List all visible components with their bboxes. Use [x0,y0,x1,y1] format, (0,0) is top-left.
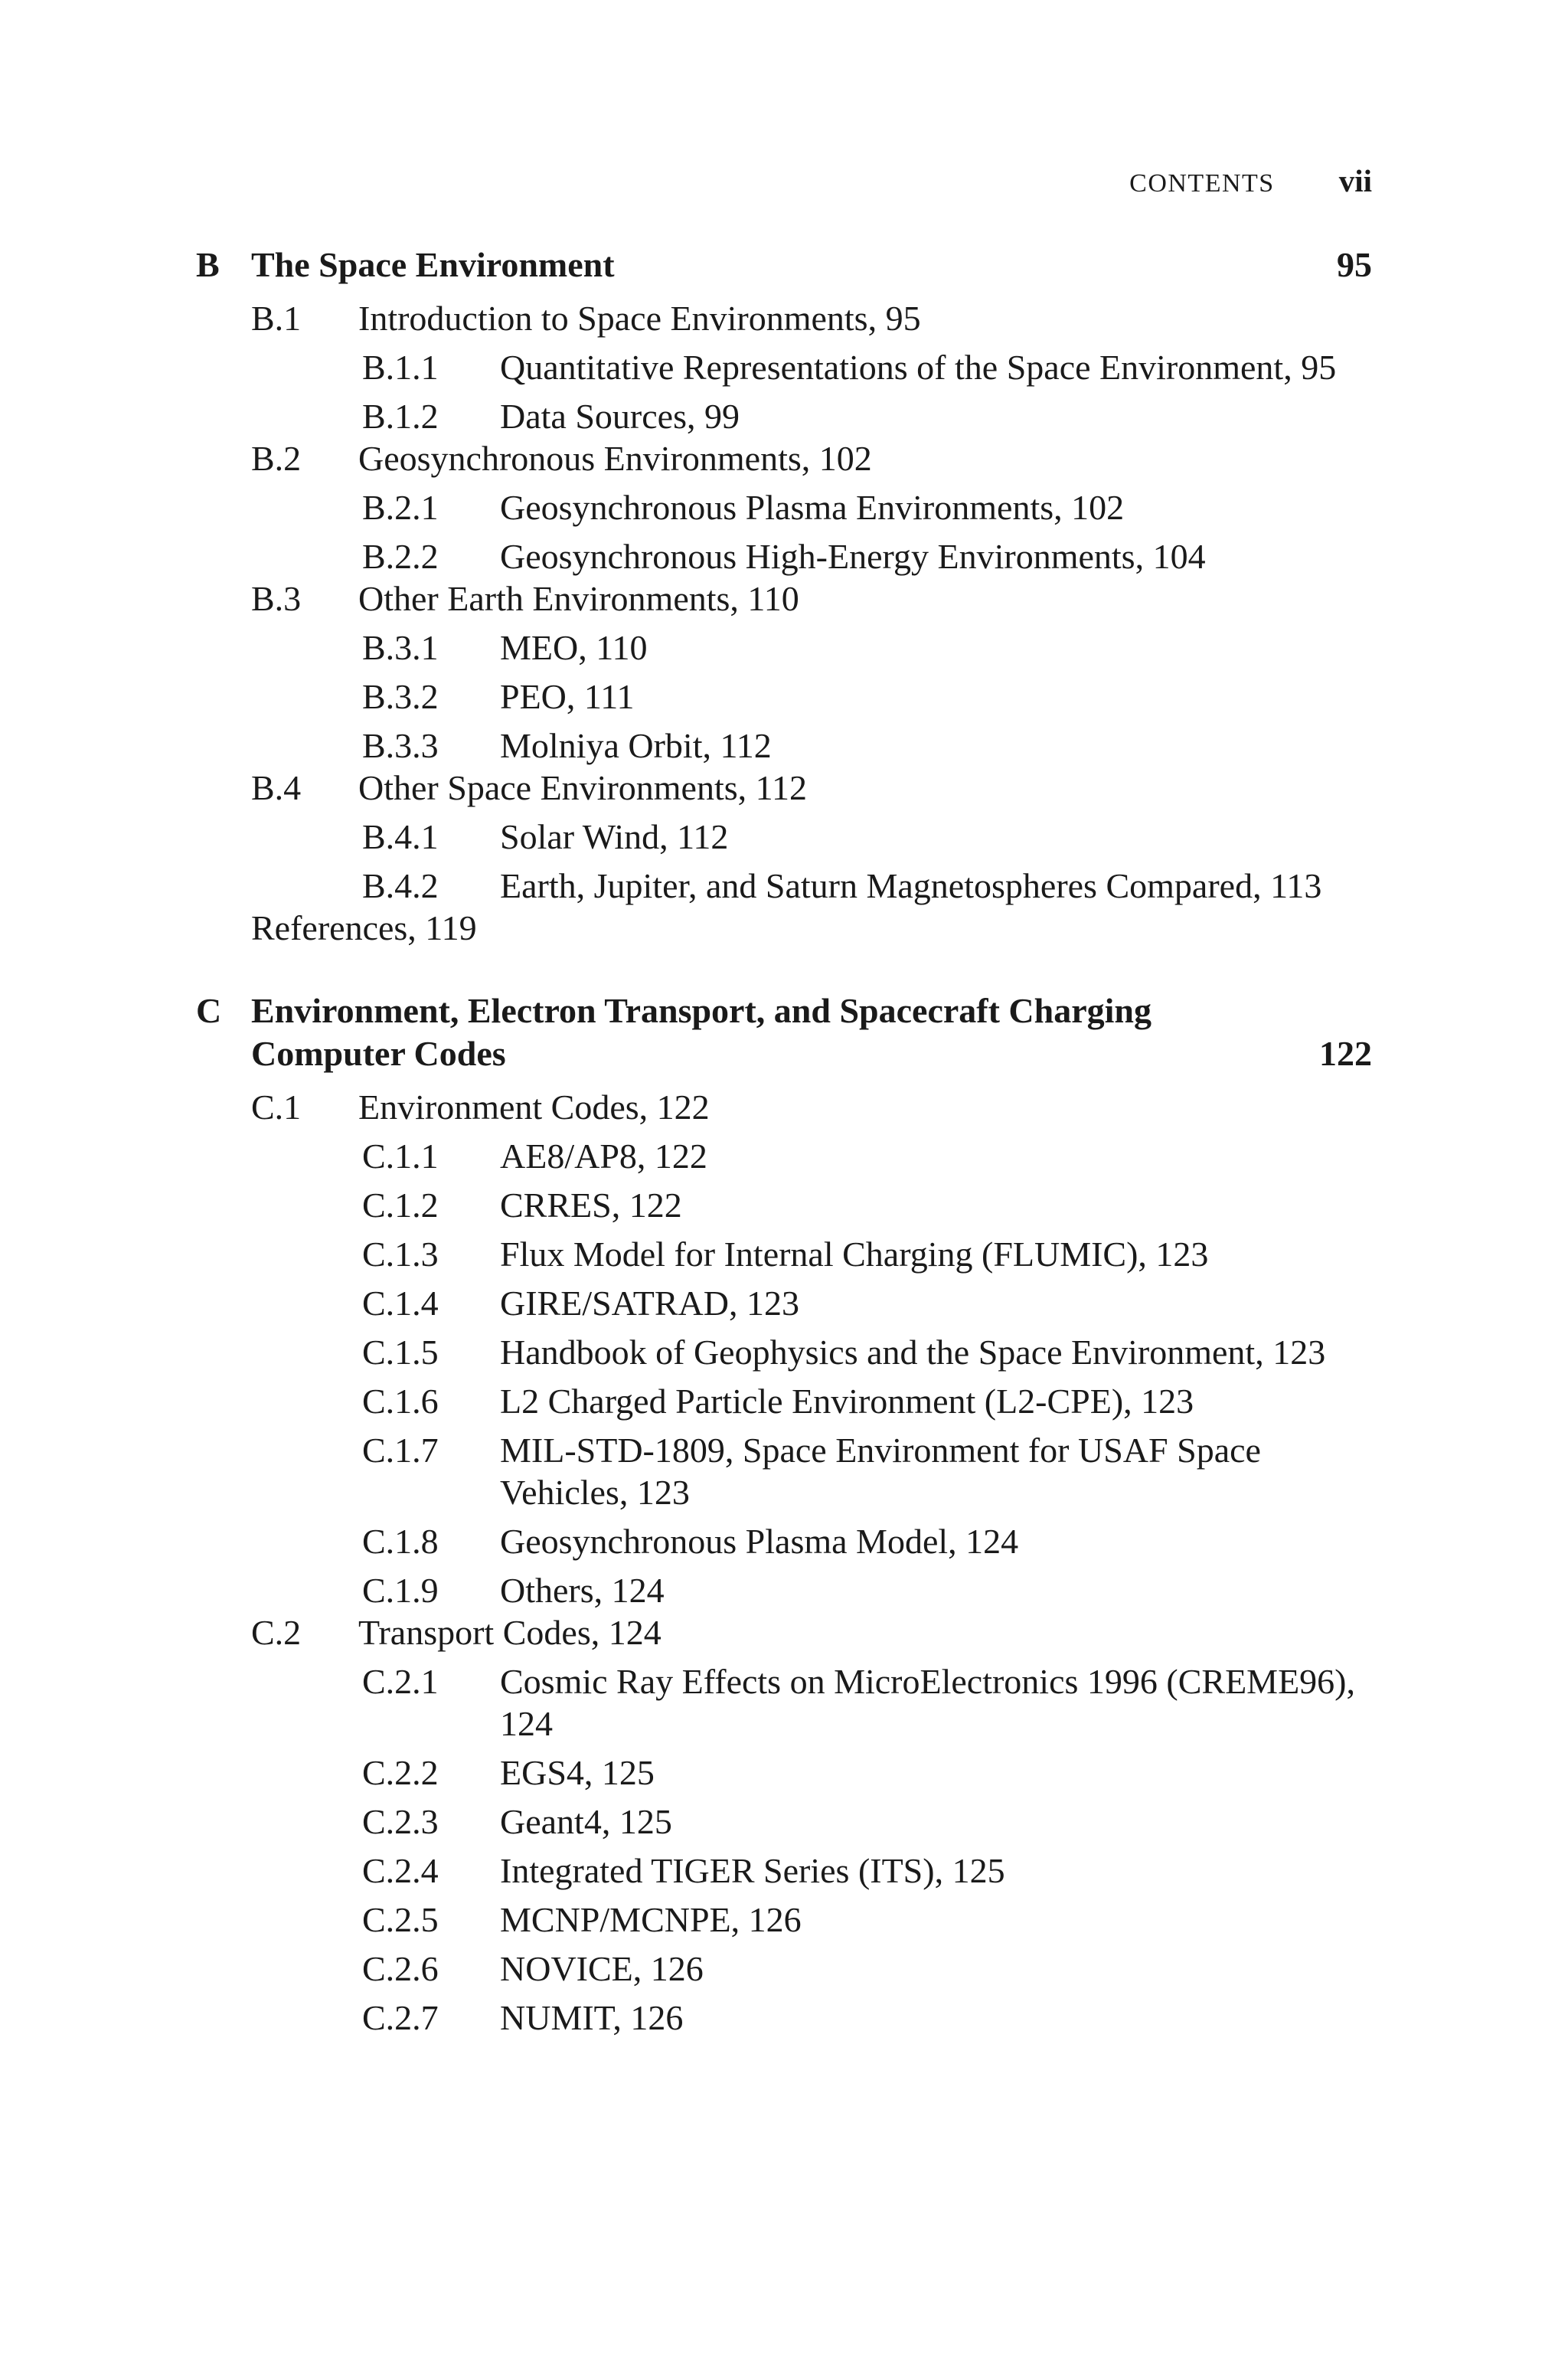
entry-text: Geosynchronous High-Energy Environments, 104 [500,537,1206,576]
entry-number: B.4 [251,768,302,807]
entry-number: C.2 [251,1613,302,1652]
entry-number: C.2.6 [362,1949,439,1988]
entry-number: B.2.2 [362,537,439,576]
entry-text: NUMIT, 126 [500,1998,684,2037]
toc-subentry [196,1751,1372,1794]
entry-text: Integrated TIGER Series (ITS), 125 [500,1851,1005,1890]
toc-subentry [196,1801,1372,1843]
toc-entry [196,1611,1372,1653]
entry-number: C.1.1 [362,1137,439,1176]
entry-number: C.1.2 [362,1186,439,1225]
entry-text: PEO, 111 [500,677,635,716]
entry-text: Geosynchronous Plasma Environments, 102 [500,488,1125,527]
entry-number: C.1.4 [362,1284,439,1323]
chapter-page: 122 [1319,1034,1372,1073]
toc-subentry [196,1282,1372,1324]
entry-number: B.4.2 [362,866,439,905]
entry-number: C.1 [251,1088,302,1127]
entry-text: GIRE/SATRAD, 123 [500,1284,800,1323]
entry-number: B.1 [251,299,302,338]
entry-number: B.3.2 [362,677,439,716]
chapter-heading-c [196,989,1372,1086]
entry-number: B.3.3 [362,726,439,765]
toc-subentry [196,1899,1372,1941]
toc-subentry [196,1184,1372,1226]
entry-text: Introduction to Space Environments, 95 [358,299,921,338]
chapter-letter: B [196,245,220,284]
toc-entry [196,577,1372,620]
chapter-title: Environment, Electron Transport, and Spacecraft Charging Computer Codes [251,991,1152,1073]
entry-text: Handbook of Geophysics and the Space Environment, 123 [500,1333,1326,1372]
entry-number: C.2.1 [362,1662,439,1701]
entry-number: B.3 [251,579,302,618]
toc-subentry [196,1429,1372,1513]
entry-text: Other Space Environments, 112 [358,768,807,807]
toc-entry [196,297,1372,339]
toc-subentry [196,626,1372,669]
entry-number: B.2.1 [362,488,439,527]
entry-text: EGS4, 125 [500,1753,655,1792]
entry-text: Environment Codes, 122 [358,1088,710,1127]
toc-subentry [196,1850,1372,1892]
table-of-contents [196,244,1372,2039]
toc-subentry [196,535,1372,577]
entry-text: CRRES, 122 [500,1186,682,1225]
entry-number: C.1.8 [362,1522,439,1561]
toc-subentry [196,865,1372,907]
running-head [1129,162,1372,199]
entry-text: Cosmic Ray Effects on MicroElectronics 1996 (CREME96), 124 [500,1662,1356,1743]
toc-subentry [196,724,1372,767]
entry-text: MIL-STD-1809, Space Environment for USAF Space Vehicles, 123 [500,1431,1261,1512]
entry-text: Quantitative Representations of the Space Environment, 95 [500,348,1337,387]
entry-number: C.2.3 [362,1802,439,1841]
chapter-letter: C [196,991,222,1030]
toc-subentry [196,1569,1372,1611]
entry-number: B.1.1 [362,348,439,387]
entry-text: Geosynchronous Plasma Model, 124 [500,1522,1019,1561]
entry-text: Others, 124 [500,1571,665,1610]
entry-number: C.2.2 [362,1753,439,1792]
page-number: vii [1338,163,1372,198]
toc-subentry [196,1135,1372,1177]
entry-number: C.1.9 [362,1571,439,1610]
entry-text: AE8/AP8, 122 [500,1137,707,1176]
entry-number: B.1.2 [362,397,439,436]
entry-text: NOVICE, 126 [500,1949,704,1988]
chapter-title: The Space Environment [251,245,615,284]
entry-number: B.2 [251,439,302,478]
entry-text: Data Sources, 99 [500,397,740,436]
toc-entry [196,437,1372,479]
chapter-heading-b [196,244,1372,297]
toc-subentry [196,1331,1372,1373]
entry-number: B.3.1 [362,628,439,667]
toc-subentry [196,1660,1372,1745]
entry-text: Transport Codes, 124 [358,1613,662,1652]
toc-subentry [196,1948,1372,1990]
toc-entry [196,767,1372,809]
toc-subentry [196,395,1372,437]
toc-entry [196,1086,1372,1128]
running-head-label: CONTENTS [1129,169,1275,198]
toc-subentry [196,346,1372,388]
entry-number: C.1.6 [362,1382,439,1421]
entry-text: Earth, Jupiter, and Saturn Magnetospheres Compared, 113 [500,866,1322,905]
entry-number: C.1.3 [362,1235,439,1274]
entry-text: Solar Wind, 112 [500,817,729,856]
entry-number: B.4.1 [362,817,439,856]
entry-number: C.1.7 [362,1431,439,1470]
entry-text: MEO, 110 [500,628,648,667]
entry-text: Geosynchronous Environments, 102 [358,439,872,478]
toc-subentry [196,1520,1372,1562]
entry-number: C.2.5 [362,1900,439,1939]
entry-text: MCNP/MCNPE, 126 [500,1900,802,1939]
entry-number: C.2.7 [362,1998,439,2037]
toc-subentry [196,1997,1372,2039]
entry-text: L2 Charged Particle Environment (L2-CPE), 123 [500,1382,1194,1421]
toc-subentry [196,675,1372,718]
toc-subentry [196,1380,1372,1422]
entry-number: C.1.5 [362,1333,439,1372]
entry-text: Other Earth Environments, 110 [358,579,799,618]
entry-text: Molniya Orbit, 112 [500,726,772,765]
chapter-page: 95 [1337,245,1372,284]
references-entry: References, 119 [251,908,477,947]
entry-number: C.2.4 [362,1851,439,1890]
toc-subentry [196,1233,1372,1275]
entry-text: Geant4, 125 [500,1802,672,1841]
toc-subentry [196,816,1372,858]
toc-subentry [196,486,1372,528]
entry-text: Flux Model for Internal Charging (FLUMIC), 123 [500,1235,1209,1274]
